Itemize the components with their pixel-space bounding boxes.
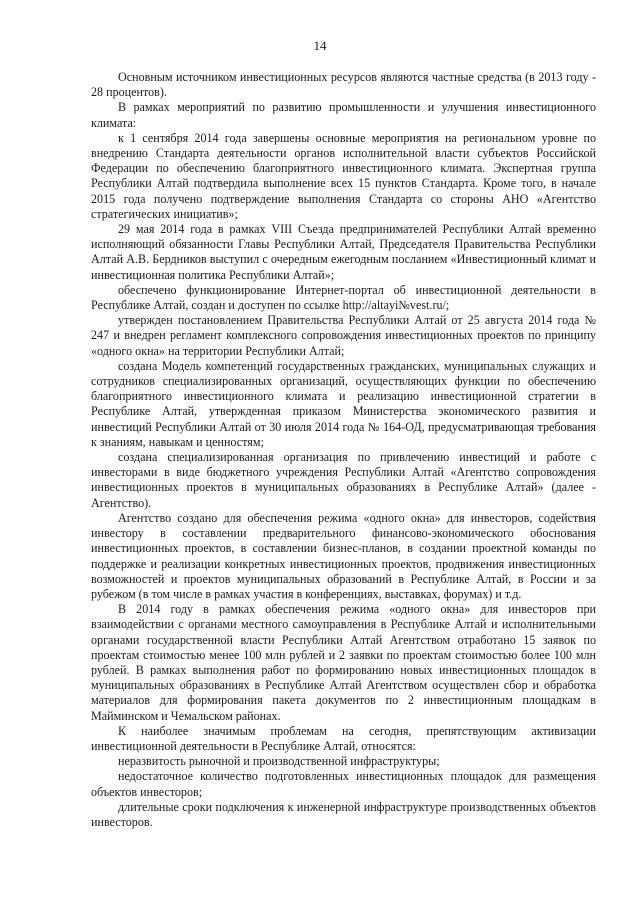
- paragraph: В 2014 году в рамках обеспечения режима «одного окна» для инвесторов при взаимодействии с органами местного самоуправления в Республике Алтай и исполнительными органами государственной власти Республики Алтай Агентством отработано 15 заявок по проектам стоимостью менее 100 млн рублей и 2 заявки по проектам стоимостью более 100 млн рублей. В рамках выполнения работ по формированию новых инвестиционных площадок в муниципальных образованиях в Республике Алтай Агентством осуществлен сбор и обработка материалов для формирования пакета документов по 2 инвестиционным площадкам в Майминском и Чемальском районах.: [91, 602, 596, 723]
- paragraph: создана Модель компетенций государственных гражданских, муниципальных служащих и сотрудников специализированных организаций, осуществляющих функции по обеспечению благоприятного инвестиционного климата и реализацию инвестиционной стратегии в Республике Алтай, утвержденная приказом Министерства экономического развития и инвестиций Республики Алтай от 30 июля 2014 года № 164-ОД, предусматривающая требования к знаниям, навыкам и ценностям;: [91, 358, 596, 449]
- paragraph: 29 мая 2014 года в рамках VIII Съезда предпринимателей Республики Алтай временно исполняющий обязанности Главы Республики Алтай, Председателя Правительства Республики Алтай А.В. Бердников выступил с очередным ежегодным посланием «Инвестиционный климат и инвестиционная политика Республики Алтай»;: [91, 222, 596, 282]
- paragraph: Агентство создано для обеспечения режима «одного окна» для инвесторов, содействия инвестору в составлении предварительного финансово-экономического обоснования инвестиционных проектов, в составлении бизнес-планов, в создании проектной команды по поддержке и реализации конкретных инвестиционных проектов, продвижения инвестиционных возможностей и проектов муниципальных образований в Республике Алтай, в России и за рубежом (в том числе в рамках участия в конференциях, выставках, форумах) и т.д.: [91, 510, 596, 601]
- paragraph: В рамках мероприятий по развитию промышленности и улучшения инвестиционного климата:: [91, 100, 596, 130]
- paragraph: длительные сроки подключения к инженерной инфраструктуре производственных объектов инвесторов.: [91, 799, 596, 829]
- paragraph: К наиболее значимым проблемам на сегодня, препятствующим активизации инвестиционной деятельности в Республике Алтай, относятся:: [91, 723, 596, 753]
- paragraph: к 1 сентября 2014 года завершены основные мероприятия на региональном уровне по внедрению Стандарта деятельности органов исполнительной власти субъектов Российской Федерации по обеспечению благоприятного инвестиционного климата. Экспертная группа Республики Алтай подтвердила выполнение всех 15 пунктов Стандарта. Кроме того, в начале 2015 года получено подтверждение выполнения Стандарта со стороны АНО «Агентство стратегических инициатив»;: [91, 130, 596, 221]
- paragraph: утвержден постановлением Правительства Республики Алтай от 25 августа 2014 года № 247 и внедрен регламент комплексного сопровождения инвестиционных проектов по принципу «одного окна» на территории Республики Алтай;: [91, 313, 596, 358]
- paragraph: создана специализированная организация по привлечению инвестиций и работе с инвесторами в виде бюджетного учреждения Республики Алтай «Агентство сопровождения инвестиционных проектов в муниципальных образованиях в Республике Алтай» (далее - Агентство).: [91, 450, 596, 510]
- paragraph: Основным источником инвестиционных ресурсов являются частные средства (в 2013 году - 28 процентов).: [91, 70, 596, 100]
- paragraph: неразвитость рыночной и производственной инфраструктуры;: [118, 754, 440, 769]
- page-number: 14: [313, 38, 327, 53]
- paragraph: недостаточное количество подготовленных инвестиционных площадок для размещения объектов инвесторов;: [91, 769, 596, 799]
- paragraph: обеспечено функционирование Интернет-портал об инвестиционной деятельности в Республике Алтай, создан и доступен по ссылке http://altayi№vest.ru/;: [91, 282, 596, 313]
- document-body: [91, 70, 596, 830]
